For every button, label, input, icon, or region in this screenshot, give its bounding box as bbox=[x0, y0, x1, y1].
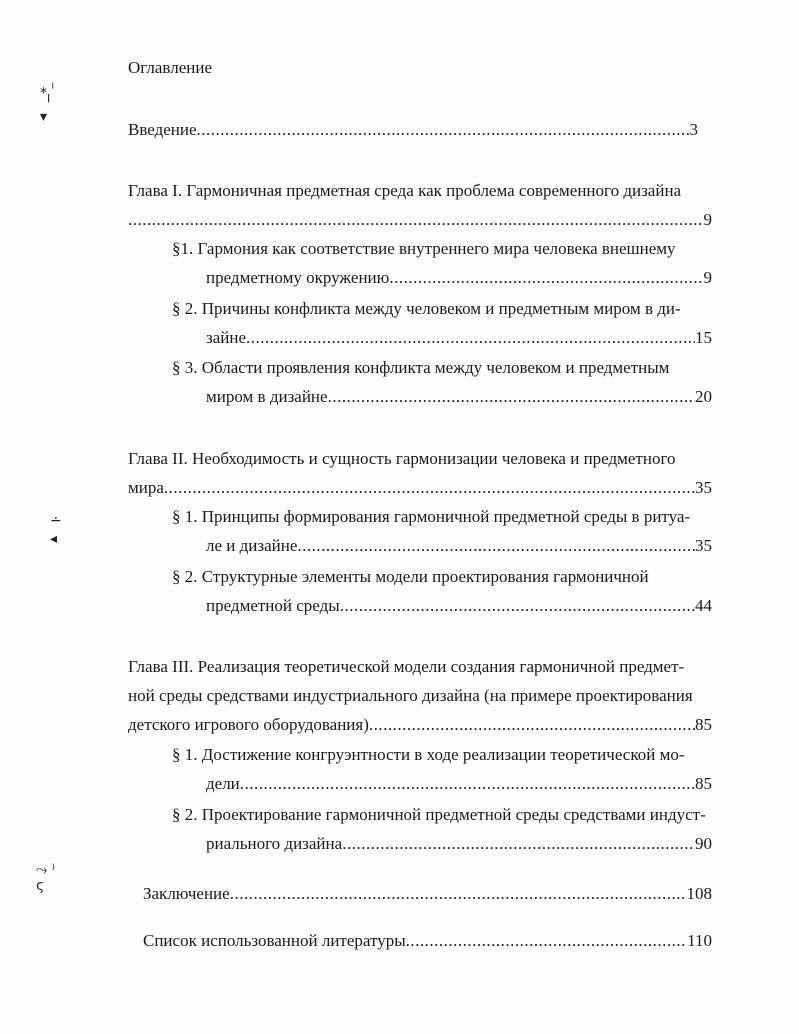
toc-page-number: 110 bbox=[687, 931, 712, 950]
leader-dots bbox=[389, 266, 703, 290]
scan-mark-bottom: ⤳ ⁾ ς bbox=[36, 862, 56, 894]
toc-chapter-1-leader bbox=[128, 208, 712, 232]
toc-entry-conclusion[interactable] bbox=[143, 882, 712, 906]
toc-label: детского игрового оборудования) bbox=[128, 715, 369, 734]
toc-label: Введение bbox=[128, 120, 197, 139]
toc-section-2-2-line2[interactable] bbox=[206, 594, 712, 618]
leader-dots bbox=[197, 118, 690, 142]
toc-label: риального дизайна bbox=[206, 834, 343, 853]
toc-page-number: 3 bbox=[689, 120, 698, 139]
toc-chapter-2-heading[interactable]: Глава II. Необходимость и сущность гармонизации человека и предметного bbox=[128, 449, 676, 468]
toc-section-3-1-line2[interactable] bbox=[206, 772, 712, 796]
leader-dots bbox=[328, 385, 695, 409]
toc-label: предметной среды bbox=[206, 596, 340, 615]
toc-chapter-1-heading[interactable]: Глава I. Гармоничная предметная среда как проблема современного дизайна bbox=[128, 181, 682, 200]
toc-chapter-3-heading-line2[interactable]: ной среды средствами индустриального дизайна (на примере проектирования bbox=[128, 686, 693, 705]
toc-section-1-2-line1[interactable]: § 2. Причины конфликта между человеком и предметным миром в ди- bbox=[172, 299, 681, 318]
toc-label: ле и дизайне bbox=[206, 536, 298, 555]
leader-dots bbox=[369, 713, 695, 737]
toc-page-number: 90 bbox=[695, 834, 712, 853]
toc-section-1-3-line2[interactable] bbox=[206, 385, 712, 409]
toc-label: Заключение bbox=[143, 884, 230, 903]
toc-section-2-1-line1[interactable]: § 1. Принципы формирования гармоничной предметной среды в ритуа- bbox=[172, 507, 691, 526]
toc-section-1-1-line2[interactable] bbox=[206, 266, 712, 290]
toc-chapter-2-leader bbox=[128, 476, 712, 500]
toc-label: предметному окружению bbox=[206, 268, 390, 287]
leader-dots bbox=[240, 772, 695, 796]
leader-dots bbox=[342, 832, 695, 856]
toc-entry-intro[interactable] bbox=[128, 118, 698, 142]
toc-section-2-1-line2[interactable] bbox=[206, 534, 712, 558]
toc-page-number: 35 bbox=[695, 478, 712, 497]
toc-label: дели bbox=[206, 774, 240, 793]
scan-mark-top: ⁎ ˡ ╵ ▾ bbox=[40, 81, 54, 125]
scan-mark-middle: ∸ ◂ bbox=[50, 513, 62, 547]
toc-page-number: 20 bbox=[695, 387, 712, 406]
toc-page-number: 9 bbox=[703, 210, 712, 229]
leader-dots bbox=[297, 534, 695, 558]
toc-label: миром в дизайне bbox=[206, 387, 328, 406]
toc-page-number: 44 bbox=[695, 596, 712, 615]
toc-chapter-3-leader bbox=[128, 713, 712, 737]
toc-section-1-2-line2[interactable] bbox=[206, 326, 712, 350]
toc-label: зайне bbox=[206, 328, 247, 347]
leader-dots bbox=[164, 476, 695, 500]
toc-page-number: 108 bbox=[686, 884, 712, 903]
toc-page-number: 15 bbox=[695, 328, 712, 347]
toc-section-3-2-line1[interactable]: § 2. Проектирование гармоничной предметной среды средствами индуст- bbox=[172, 805, 706, 824]
toc-page-number: 35 bbox=[695, 536, 712, 555]
toc-label: мира bbox=[128, 478, 164, 497]
toc-label: Список использованной литературы bbox=[143, 931, 406, 950]
leader-dots bbox=[230, 882, 687, 906]
toc-section-3-1-line1[interactable]: § 1. Достижение конгруэнтности в ходе реализации теоретической мо- bbox=[172, 745, 685, 764]
toc-page-number: 9 bbox=[703, 268, 712, 287]
toc-section-1-3-line1[interactable]: § 3. Области проявления конфликта между человеком и предметным bbox=[172, 358, 670, 377]
toc-section-1-1-line1[interactable]: §1. Гармония как соответствие внутреннего мира человека внешнему bbox=[172, 239, 676, 258]
leader-dots bbox=[406, 929, 687, 953]
toc-chapter-3-heading-line1[interactable]: Глава III. Реализация теоретической модели создания гармоничной предмет- bbox=[128, 657, 685, 676]
leader-dots bbox=[128, 208, 704, 232]
toc-page-number: 85 bbox=[695, 774, 712, 793]
leader-dots bbox=[246, 326, 695, 350]
toc-section-3-2-line2[interactable] bbox=[206, 832, 712, 856]
toc-entry-bibliography[interactable] bbox=[143, 929, 712, 953]
leader-dots bbox=[340, 594, 695, 618]
toc-page-number: 85 bbox=[695, 715, 712, 734]
page-title: Оглавление bbox=[128, 58, 212, 77]
toc-section-2-2-line1[interactable]: § 2. Структурные элементы модели проектирования гармоничной bbox=[172, 567, 649, 586]
